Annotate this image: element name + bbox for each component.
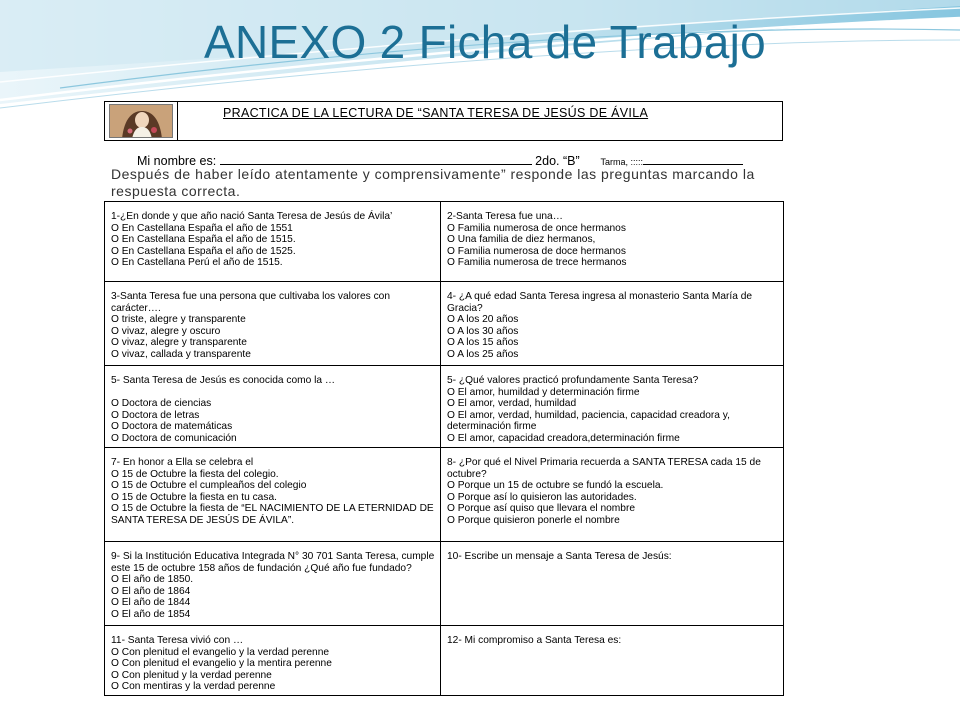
question-cell-9 [105, 542, 441, 626]
answer-options [111, 574, 436, 620]
town-label: Tarma, ::::: [600, 157, 643, 167]
question-prompt: 10- Escribe un mensaje a Santa Teresa de Jesús: [447, 551, 672, 562]
question-prompt: 5- Santa Teresa de Jesús es conocida como la … [111, 375, 336, 386]
answer-options [111, 469, 436, 527]
answer-option[interactable]: O Porque un 15 de octubre se fundó la escuela. [447, 480, 779, 492]
question-cell-1 [105, 202, 441, 282]
question-cell-12 [441, 626, 783, 695]
answer-option[interactable]: O Con mentiras y la verdad perenne [111, 681, 436, 693]
question-cell-2 [441, 202, 783, 282]
question-prompt: 1-¿En donde y que año nació Santa Teresa de Jesús de Ávila’ [111, 211, 393, 222]
name-label: Mi nombre es: [137, 154, 217, 168]
answer-option[interactable]: O Porque quisieron ponerle el nombre [447, 515, 779, 527]
answer-option[interactable]: O vivaz, alegre y oscuro [111, 326, 436, 338]
answer-option[interactable]: O A los 25 años [447, 349, 779, 361]
answer-options [111, 647, 436, 693]
question-prompt: 12- Mi compromiso a Santa Teresa es: [447, 635, 622, 646]
answer-option[interactable]: O El año de 1864 [111, 586, 436, 598]
answer-option[interactable]: O 15 de Octubre la fiesta de “EL NACIMIENTO DE LA ETERNIDAD DE SANTA TERESA DE JESÚS DE ÁVILA”. [111, 503, 436, 526]
answer-options [447, 314, 779, 360]
worksheet-header-title: PRACTICA DE LA LECTURA DE “SANTA TERESA DE JESÚS DE ÁVILA [223, 106, 649, 120]
answer-option[interactable]: O Familia numerosa de doce hermanos [447, 246, 779, 258]
question-cell-11 [105, 626, 441, 695]
answer-option[interactable]: O El año de 1844 [111, 597, 436, 609]
question-prompt: 2-Santa Teresa fue una… [447, 211, 563, 222]
date-blank [643, 154, 743, 165]
question-prompt: 11- Santa Teresa vivió con … [111, 635, 244, 646]
question-cell-6 [441, 366, 783, 448]
answer-option[interactable]: O Doctora de matemáticas [111, 421, 436, 433]
answer-option[interactable]: O Una familia de diez hermanos, [447, 234, 779, 246]
question-prompt: 5- ¿Qué valores practicó profundamente Santa Teresa? [447, 375, 699, 386]
questions-table [104, 201, 784, 696]
question-cell-10 [441, 542, 783, 626]
question-cell-8 [441, 448, 783, 542]
question-prompt: 8- ¿Por qué el Nivel Primaria recuerda a SANTA TERESA cada 15 de octubre? [447, 457, 761, 480]
answer-option[interactable]: O Familia numerosa de trece hermanos [447, 257, 779, 269]
answer-option[interactable]: O El año de 1850. [111, 574, 436, 586]
answer-option[interactable]: O 15 de Octubre el cumpleaños del colegio [111, 480, 436, 492]
question-cell-5 [105, 366, 441, 448]
answer-option[interactable]: O En Castellana Perú el año de 1515. [111, 257, 436, 269]
answer-options [111, 398, 436, 444]
slide-title: ANEXO 2 Ficha de Trabajo [204, 16, 767, 68]
question-prompt: 3-Santa Teresa fue una persona que cultivaba los valores con carácter…. [111, 291, 391, 314]
answer-option[interactable]: O Familia numerosa de once hermanos [447, 223, 779, 235]
answer-option[interactable]: O Con plenitud el evangelio y la verdad perenne [111, 647, 436, 659]
answer-option[interactable]: O En Castellana España el año de 1551 [111, 223, 436, 235]
question-prompt: 4- ¿A qué edad Santa Teresa ingresa al monasterio Santa María de Gracia? [447, 291, 753, 314]
answer-option[interactable]: O Doctora de comunicación [111, 433, 436, 445]
question-cell-7 [105, 448, 441, 542]
question-cell-3 [105, 282, 441, 366]
answer-options [447, 480, 779, 526]
worksheet-header [104, 101, 783, 141]
answer-option[interactable]: O El amor, verdad, humildad, paciencia, capacidad creadora y, determinación firme [447, 410, 779, 433]
answer-option[interactable]: O 15 de Octubre la fiesta del colegio. [111, 469, 436, 481]
answer-option[interactable]: O Porque así quiso que llevara el nombre [447, 503, 779, 515]
grade-label: 2do. “B” [535, 154, 580, 168]
header-divider [177, 102, 178, 140]
answer-options [111, 223, 436, 269]
question-prompt: 9- Si la Institución Educativa Integrada N° 30 701 Santa Teresa, cumple este 15 de octubre 158 años de fundación ¿Qué año fue fundado? [111, 551, 435, 574]
answer-option[interactable]: O A los 20 años [447, 314, 779, 326]
answer-option[interactable]: O triste, alegre y transparente [111, 314, 436, 326]
answer-options [447, 387, 779, 445]
answer-option[interactable]: O Con plenitud y la verdad perenne [111, 670, 436, 682]
answer-option[interactable]: O El amor, verdad, humildad [447, 398, 779, 410]
answer-option[interactable]: O vivaz, alegre y transparente [111, 337, 436, 349]
answer-option[interactable]: O En Castellana España el año de 1515. [111, 234, 436, 246]
answer-option[interactable]: O 15 de Octubre la fiesta en tu casa. [111, 492, 436, 504]
instructions-text: Después de haber leído atentamente y comprensivamente” responde las preguntas marcando la respuesta correcta. [111, 166, 755, 199]
name-blank [220, 154, 532, 165]
answer-option[interactable]: O El amor, humildad y determinación firme [447, 387, 779, 399]
answer-option[interactable]: O vivaz, callada y transparente [111, 349, 436, 361]
answer-option[interactable]: O El amor, capacidad creadora,determinación firme [447, 433, 779, 445]
answer-option[interactable]: O A los 30 años [447, 326, 779, 338]
answer-option[interactable]: O Doctora de ciencias [111, 398, 436, 410]
answer-option[interactable]: O En Castellana España el año de 1525. [111, 246, 436, 258]
question-cell-4 [441, 282, 783, 366]
answer-options [111, 314, 436, 360]
answer-option[interactable]: O A los 15 años [447, 337, 779, 349]
question-prompt: 7- En honor a Ella se celebra el [111, 457, 254, 468]
answer-option[interactable]: O El año de 1854 [111, 609, 436, 621]
spacer [111, 387, 436, 399]
answer-option[interactable]: O Con plenitud el evangelio y la mentira perenne [111, 658, 436, 670]
answer-options [447, 223, 779, 269]
answer-option[interactable]: O Porque así lo quisieron las autoridades. [447, 492, 779, 504]
saint-portrait-image [109, 104, 173, 138]
answer-option[interactable]: O Doctora de letras [111, 410, 436, 422]
